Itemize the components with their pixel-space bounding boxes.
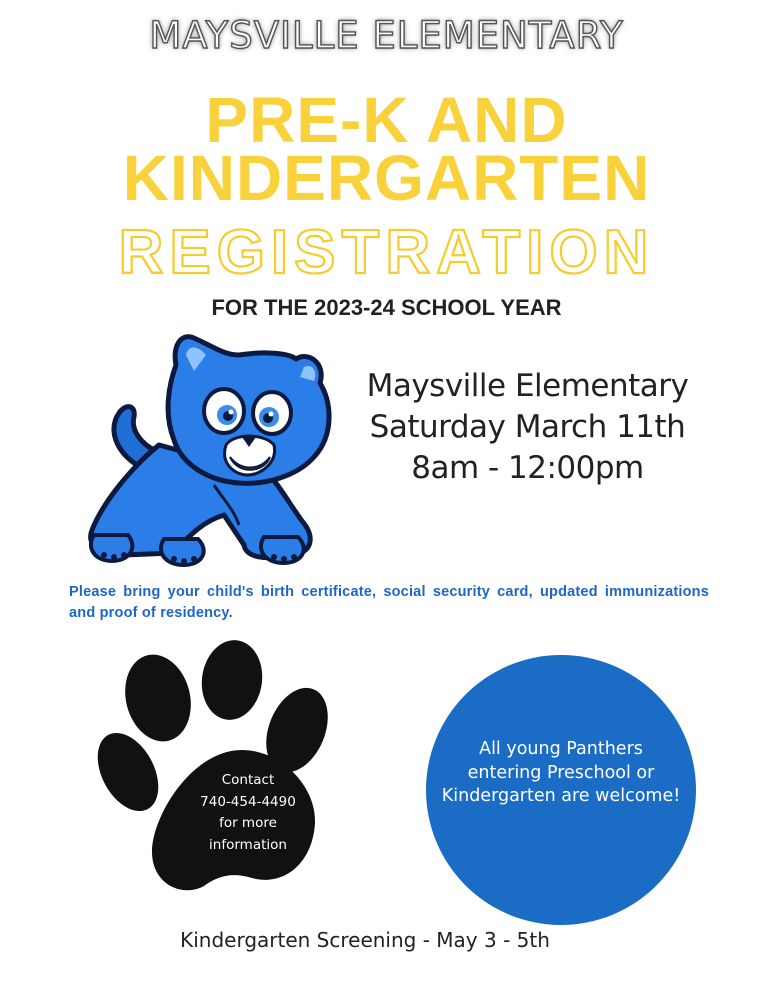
requirements-note: Please bring your child's birth certificate, social security card, updated immunizations and proof of residency. (69, 584, 709, 622)
welcome-line-1: All young Panthers (479, 739, 643, 759)
welcome-message (420, 738, 702, 809)
title-line-registration: REGISTRATION (118, 218, 655, 287)
title-line-kindergarten: KINDERGARTEN (122, 142, 651, 214)
event-details (345, 366, 710, 490)
school-name-banner: MAYSVILLE ELEMENTARY (149, 14, 624, 57)
welcome-line-3: Kindergarten are welcome! (441, 786, 681, 807)
event-time: 8am - 12:00pm (411, 450, 644, 487)
event-location: Maysville Elementary (366, 368, 689, 404)
contact-info (188, 770, 308, 856)
contact-line-1: Contact (221, 772, 275, 788)
contact-line-3: for more (219, 815, 277, 832)
welcome-line-2: entering Preschool or (467, 762, 655, 783)
contact-line-4: information (209, 836, 287, 853)
contact-phone: 740-454-4490 (200, 793, 296, 810)
panther-mascot-icon (64, 325, 354, 570)
screening-note: Kindergarten Screening - May 3 - 5th (180, 928, 550, 952)
event-date: Saturday March 11th (369, 409, 686, 446)
title-line-pre-k: PRE-K AND (205, 84, 568, 156)
paw-print-icon (92, 640, 352, 895)
school-year-subtitle: FOR THE 2023-24 SCHOOL YEAR (211, 295, 562, 320)
